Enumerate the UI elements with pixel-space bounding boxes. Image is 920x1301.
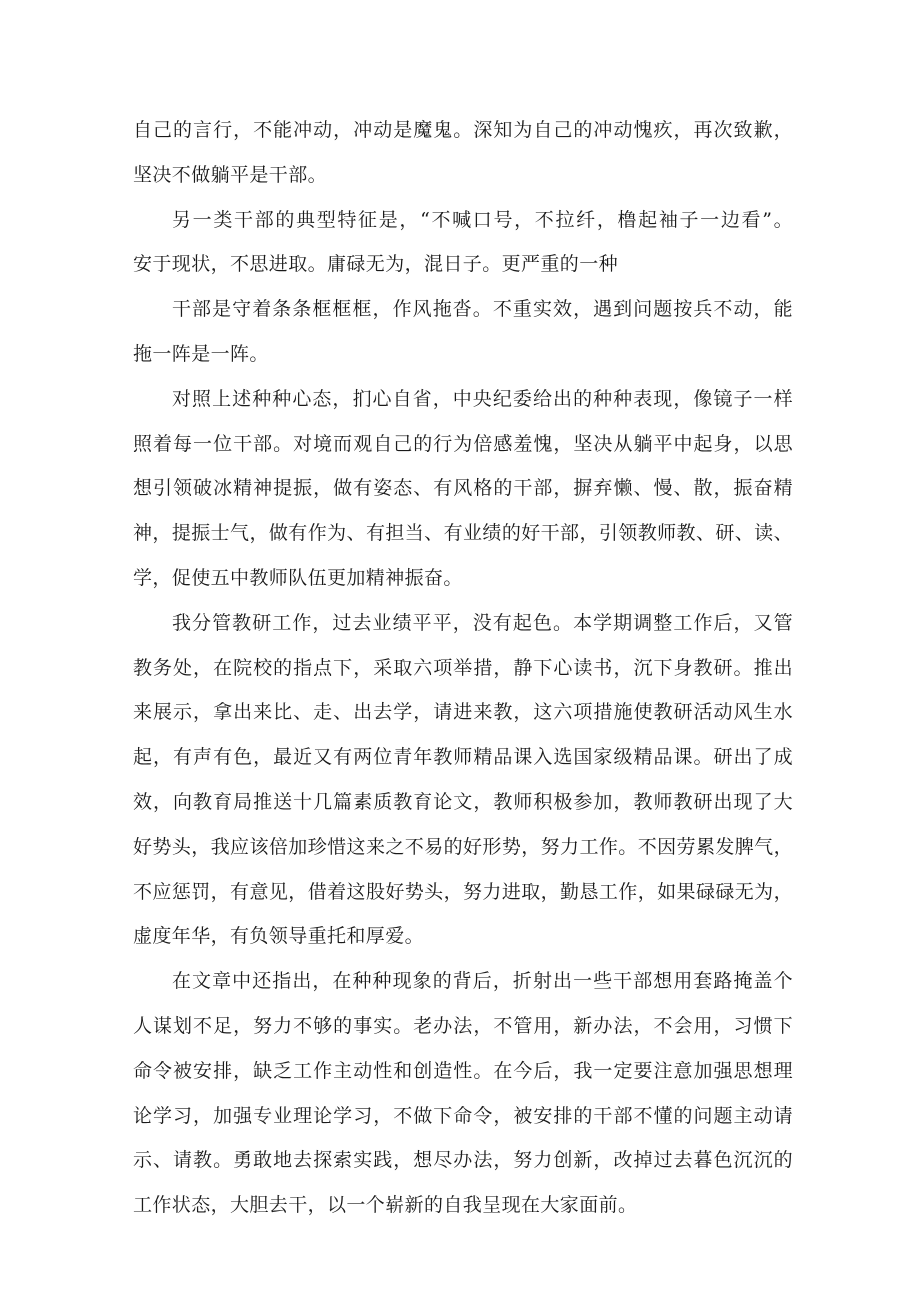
text-line: 人谋划不足，努力不够的事实。老办法，不管用，新办法，不会用，习惯下 <box>133 1014 793 1037</box>
paragraph-5 <box>133 601 793 959</box>
text-line: 另一类干部的典型特征是，“不喊口号，不拉纤，橹起袖子一边看”。 <box>172 208 793 231</box>
text-line: 对照上述种种心态，扪心自省，中央纪委给出的种种表现，像镜子一样 <box>172 387 793 410</box>
text-line: 照着每一位干部。对境而观自己的行为倍感羞愧，坚决从躺平中起身，以思 <box>133 432 793 455</box>
text-line: 示、请教。勇敢地去探索实践，想尽办法，努力创新，改掉过去暮色沉沉的 <box>133 1149 793 1172</box>
text-line: 学，促使五中教师队伍更加精神振奋。 <box>133 566 463 589</box>
paragraph-2 <box>133 198 793 288</box>
text-line: 坚决不做躺平是干部。 <box>133 163 328 186</box>
text-line: 命令被安排，缺乏工作主动性和创造性。在今后，我一定要注意加强思想理 <box>133 1059 793 1082</box>
text-line: 拖一阵是一阵。 <box>133 342 269 365</box>
text-line: 安于现状，不思进取。庸碌无为，混日子。更严重的一种 <box>133 253 619 276</box>
text-line: 论学习，加强专业理论学习，不做下命令，被安排的干部不懂的问题主动请 <box>133 1104 793 1127</box>
text-line: 神，提振士气，做有作为、有担当、有业绩的好干部，引领教师教、研、读、 <box>133 522 793 545</box>
text-line: 在文章中还指出，在种种现象的背后，折射出一些干部想用套路掩盖个 <box>172 970 793 993</box>
paragraph-1 <box>133 108 793 198</box>
text-line: 起，有声有色，最近又有两位青年教师精品课入选国家级精品课。研出了成 <box>133 746 793 769</box>
paragraph-4 <box>133 377 793 601</box>
document-body <box>133 108 793 1228</box>
text-line: 虚度年华，有负领导重托和厚爱。 <box>133 925 425 948</box>
text-line: 不应惩罚，有意见，借着这股好势头，努力进取，勤恳工作，如果碌碌无为， <box>133 880 793 903</box>
text-line: 想引领破冰精神提振，做有姿态、有风格的干部，摒弃懒、慢、散，振奋精 <box>133 477 793 500</box>
text-line: 干部是守着条条框框框，作风拖沓。不重实效，遇到问题按兵不动，能 <box>172 298 793 321</box>
text-line: 自己的言行，不能冲动，冲动是魔鬼。深知为自己的冲动愧疚，再次致歉， <box>133 119 793 141</box>
text-line: 我分管教研工作，过去业绩平平，没有起色。本学期调整工作后，又管 <box>172 611 793 634</box>
text-line: 来展示，拿出来比、走、出去学，请进来教，这六项措施使教研活动风生水 <box>133 701 793 724</box>
text-line: 教务处，在院校的指点下，采取六项举措，静下心读书，沉下身教研。推出 <box>133 656 793 679</box>
text-line: 工作状态，大胆去干，以一个崭新的自我呈现在大家面前。 <box>133 1194 638 1217</box>
paragraph-6 <box>133 959 793 1228</box>
text-line: 好势头，我应该倍加珍惜这来之不易的好形势，努力工作。不因劳累发脾气， <box>133 835 793 858</box>
text-line: 效，向教育局推送十几篇素质教育论文，教师积极参加，教师教研出现了大 <box>133 790 793 813</box>
paragraph-3 <box>133 287 793 377</box>
